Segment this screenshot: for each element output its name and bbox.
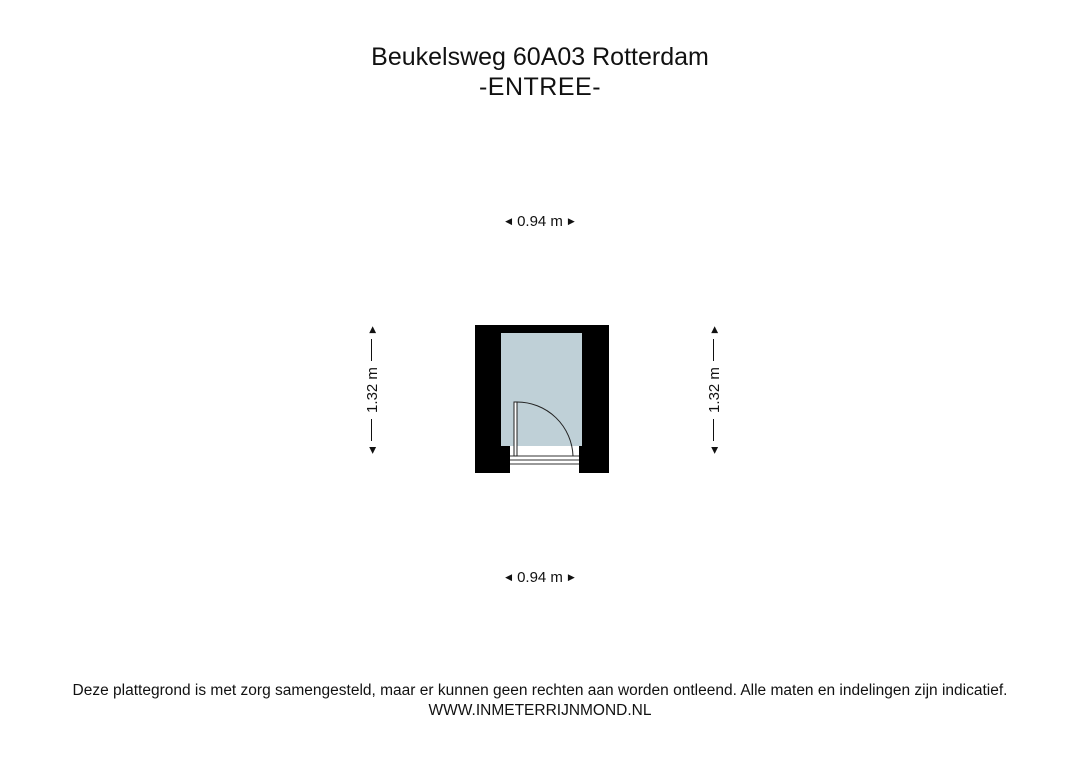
website-text: WWW.INMETERRIJNMOND.NL (428, 702, 652, 719)
arrow-down-icon: ◀ (367, 446, 377, 454)
height-label-left: 1.32 m (364, 367, 381, 413)
room-name: -ENTREE- (478, 73, 602, 101)
disclaimer-text: Deze plattegrond is met zorg samengesteld, maar er kunnen geen rechten aan worden ontleend. Alle maten en indelingen zijn indicatief. (72, 682, 1008, 699)
door-leaf (514, 402, 517, 456)
arrow-right-icon: ▶ (567, 572, 575, 582)
width-dimension-bottom (0, 568, 1080, 587)
height-label-right: 1.32 m (706, 367, 723, 413)
arrow-down-icon: ◀ (709, 446, 719, 454)
arrow-up-icon: ▶ (367, 326, 377, 334)
plan-title: Beukelsweg 60A03 Rotterdam (371, 43, 709, 71)
arrow-right-icon: ▶ (567, 216, 575, 226)
arrow-up-icon: ▶ (709, 326, 719, 334)
arrow-left-icon: ◀ (505, 572, 513, 582)
width-label-top: 0.94 m (517, 213, 563, 230)
arrow-left-icon: ◀ (505, 216, 513, 226)
width-label-bottom: 0.94 m (517, 569, 563, 586)
floor-area (501, 333, 582, 446)
